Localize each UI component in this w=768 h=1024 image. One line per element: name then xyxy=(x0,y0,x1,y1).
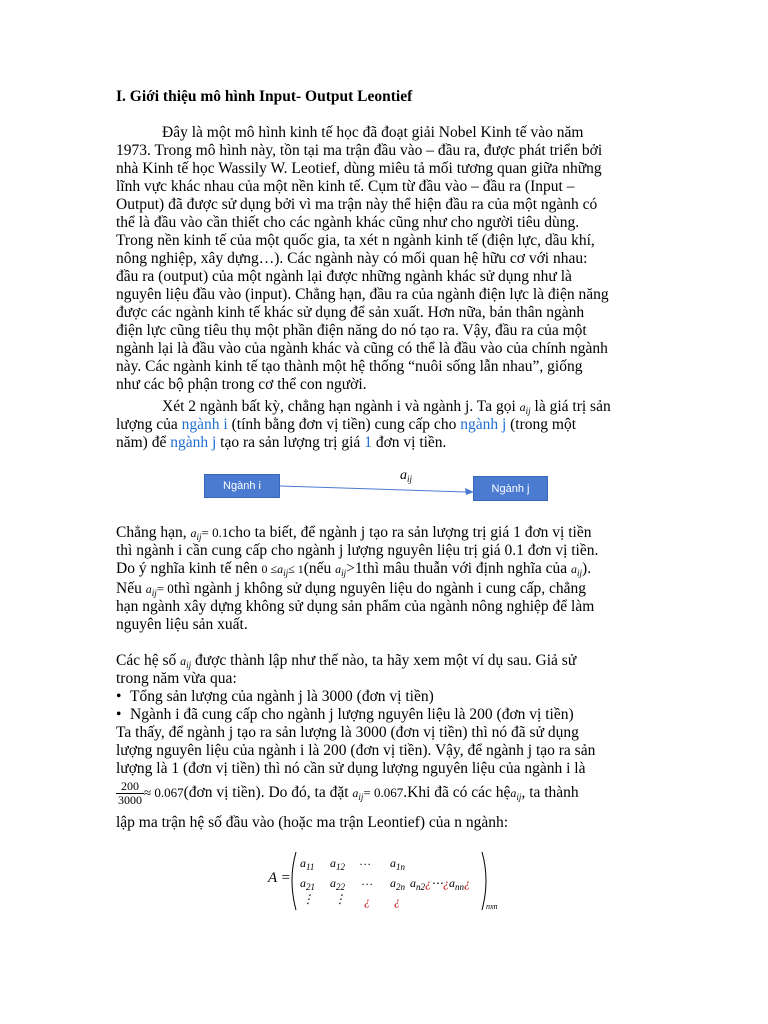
paragraph-line: năm) để ngành j tạo ra sản lượng trị giá 1 đơn vị tiền. xyxy=(116,434,447,451)
paragraph-line: Output) đã được sử dụng bởi vì ma trận này thể hiện đầu ra của một ngành có xyxy=(116,196,598,213)
paragraph-line: lượng của ngành i (tính bằng đơn vị tiền) cung cấp cho ngành j (trong một xyxy=(116,416,577,433)
paragraph-line: thể là đầu vào cần thiết cho các ngành khác cũng như cho người tiêu dùng. xyxy=(116,214,580,231)
bullet-item: • Tổng sản lượng của ngành j là 3000 (đơn vị tiền) xyxy=(116,688,434,705)
bullet-icon: • xyxy=(116,706,122,723)
paragraph-line: Xét 2 ngành bất kỳ, chẳng hạn ngành i và ngành j. Ta gọi $a_{ij}$ là giá trị sản xyxy=(162,398,611,416)
bullet-icon: • xyxy=(116,688,122,705)
term-one: 1 xyxy=(364,434,372,451)
paragraph-line: trong năm vừa qua: xyxy=(116,670,237,687)
paragraph-line: như các bộ phận trong cơ thể con người. xyxy=(116,376,367,393)
paragraph-line: nông nghiệp, xây dựng…). Các ngành này có mối quan hệ hữu cơ với nhau: xyxy=(116,250,588,267)
section-title: I. Giới thiệu mô hình Input- Output Leontief xyxy=(116,88,413,105)
paragraph-line: Nếu $a_{ij}=$ 0thì ngành j không sử dụng nguyên liệu do ngành i cung cấp, chẳng xyxy=(116,580,587,598)
arrow-icon xyxy=(280,480,476,496)
box-nganh-j: Ngành j xyxy=(473,476,548,501)
term-nganh-j: ngành j xyxy=(170,434,217,451)
fraction: $\frac{200}{3000}$ xyxy=(118,779,142,807)
paragraph-line: điện lực cũng tiêu thụ một phần điện năng do nó tạo ra. Vậy, đầu ra của một xyxy=(116,322,587,339)
paragraph-line: Các hệ số $a_{ij}$ được thành lập như thế nào, ta hãy xem một ví dụ sau. Giả sử xyxy=(116,652,577,670)
paragraph-line: hạn ngành xây dựng không sử dụng sản phẩm của ngành nông nghiệp để làm xyxy=(116,598,595,615)
paragraph-line: Đây là một mô hình kinh tế học đã đoạt giải Nobel Kinh tế vào năm xyxy=(162,124,584,141)
paragraph-line: ngành lại là đầu vào của ngành khác và cũng có thể là đầu vào của chính ngành xyxy=(116,340,608,357)
paragraph-line: này. Các ngành kinh tế tạo thành một hệ thống “nuôi sống lẫn nhau”, giống xyxy=(116,358,583,375)
paragraph-line: lĩnh vực khác nhau của một nền kinh tế. Cụm từ đầu vào – đầu ra (Input – xyxy=(116,178,575,195)
term-nganh-i: ngành i xyxy=(181,416,228,433)
document-page: I. Giới thiệu mô hình Input- Output Leontief Đây là một mô hình kinh tế học đã đoạt giải Nobel Kinh tế vào năm 1973. Trong mô hình này, tồn tại ma trận đầu vào – đầu ra, được phát triển bởi nhà Kinh tế học Wassily W. Leotief, dùng miêu tả mối tương quan giữa những lĩnh vực khác nhau của một nền kinh tế. Cụm từ đầu vào – đầu ra (Input – Output) đã được sử dụng bởi vì ma trận này thể hiện đầu ra của một ngành có thể là đầu vào cần thiết cho các ngành khác cũng như cho người tiêu dùng. Trong nền kinh tế của một quốc gia, ta xét n ngành kinh tế (điện lực, dầu khí, nông nghiệp, xây dựng…). Các ngành này có mối quan hệ hữu cơ với nhau: đầu ra (output) của một ngành lại được những ngành khác sử dụng như là nguyên liệu đầu vào (input). Chẳng hạn, đầu ra của ngành điện lực là điện năng được các ngành kinh tế khác sử dụng để sản xuất. Hơn nữa, bản thân ngành điện lực cũng tiêu thụ một phần điện năng do nó tạo ra. Vậy, đầu ra của một ngành lại là đầu vào của ngành khác và cũng có thể là đầu vào của chính ngành này. Các ngành kinh tế tạo thành một hệ thống “nuôi sống lẫn nhau”, giống như các bộ phận trong cơ thể con người. Xét 2 ngành bất kỳ, chẳng hạn ngành i và ngành j. Ta gọi $a_{ij}$ là giá trị sản lượng của ngành i (tính bằng đơn vị tiền) cung cấp cho ngành j (trong một năm) để ngành j tạo ra sản lượng trị giá 1 đơn vị tiền. Ngành i Ngành j $a_{ij}$ Chẳng hạn, $a_{ij}= 0.1cho$ ta biết, để ngành j tạo ra sản lượng trị giá 1 đơn vị tiền thì ngành i cần cung cấp cho ngành j lượng nguyên liệu trị giá 0.1 đơn vị tiền. Do ý nghĩa kinh tế nên $0 \le a_{ij}\le$ 1(nếu $a_{ij}>1thì$ mâu thuẫn với định nghĩa của $a_{ij}$). Nếu $a_{ij}=$ 0thì ngành j không sử dụng nguyên liệu do ngành i cung cấp, chẳng hạn ngành xây dựng không sử dụng sản phẩm của ngành nông nghiệp để làm nguyên liệu sản xuất. Các hệ số $a_{ij}$ được thành lập như thế nào, ta hãy xem một ví dụ sau. Giả sử trong năm vừa qua: • Tổng sản lượng của ngành j là 3000 (đơn vị tiền) • Ngành i đã cung cấp cho ngành j lượng nguyên liệu là 200 (đơn vị tiền) Ta thấy, để ngành j tạo ra sản lượng là 3000 (đơn vị tiền) thì nó đã sử dụng lượng nguyên liệu của ngành i là 200 (đơn vị tiền). Vậy, để ngành j tạo ra sản lượng là 1 (đơn vị tiền) thì nó cần sử dụng lượng nguyên liệu của ngành i là $\frac{200}{3000}$ ≈ 0.067(đơn vị tiền). Do đó, ta đặt $a_{ij}= 0.067.Khi$ đã có các hệa$_{ij}$, ta thành lập ma trận hệ số đầu vào (hoặc ma trận Leontief) của n ngành: A = $a_{11}$ $a_{12}$ … $a_{1n}$ $a_{21}$ $a_{22}$ … $a_{2n}$ $a_{n2}¿\cdots¿a_{nn}¿$ ⋮ ⋮ ¿ ¿ nxn xyxy=(116,88,611,911)
paragraph-line: thì ngành i cần cung cấp cho ngành j lượng nguyên liệu trị giá 0.1 đơn vị tiền. xyxy=(116,542,599,559)
paragraph-line: Do ý nghĩa kinh tế nên $0 \le a_{ij}\le$ 1(nếu $a_{ij}>1thì$ mâu thuẫn với định nghĩa của $a_{ij}$). xyxy=(116,560,592,578)
paragraph-line: Ta thấy, để ngành j tạo ra sản lượng là 3000 (đơn vị tiền) thì nó đã sử dụng xyxy=(116,724,579,741)
paragraph-line: đầu ra (output) của một ngành lại được những ngành khác sử dụng như là xyxy=(116,268,572,285)
paragraph-line: nhà Kinh tế học Wassily W. Leotief, dùng miêu tả mối tương quan giữa những xyxy=(116,160,602,177)
term-nganh-j: ngành j xyxy=(460,416,507,433)
matrix-subscript: nxn xyxy=(486,902,498,911)
paragraph-line: lượng nguyên liệu của ngành i là 200 (đơn vị tiền). Vậy, để ngành j tạo ra sản xyxy=(116,742,596,759)
paragraph-line: lượng là 1 (đơn vị tiền) thì nó cần sử dụng lượng nguyên liệu của ngành i là xyxy=(116,760,586,777)
paragraph-line: Chẳng hạn, $a_{ij}= 0.1cho$ ta biết, để ngành j tạo ra sản lượng trị giá 1 đơn vị tiền xyxy=(116,524,592,542)
paragraph-line: $\frac{200}{3000}$ ≈ 0.067(đơn vị tiền). Do đó, ta đặt $a_{ij}= 0.067.Khi$ đã có các hệa$_{ij}$, ta thành xyxy=(118,779,579,807)
arrow-label: $a_{ij}$ xyxy=(400,468,413,484)
paragraph-line: nguyên liệu sản xuất. xyxy=(116,616,248,633)
bullet-item: • Ngành i đã cung cấp cho ngành j lượng nguyên liệu là 200 (đơn vị tiền) xyxy=(116,706,574,723)
paragraph-line: nguyên liệu đầu vào (input). Chẳng hạn, đầu ra của ngành điện lực là điện năng xyxy=(116,286,609,303)
box-nganh-i: Ngành i xyxy=(204,474,280,498)
math-aij: $a_{ij}$ xyxy=(519,400,531,416)
paragraph-line: được các ngành kinh tế khác sử dụng để sản xuất. Hơn nữa, bản thân ngành xyxy=(116,304,585,321)
paragraph-line: 1973. Trong mô hình này, tồn tại ma trận đầu vào – đầu ra, được phát triển bởi xyxy=(116,142,603,159)
paragraph-line: lập ma trận hệ số đầu vào (hoặc ma trận Leontief) của n ngành: xyxy=(116,814,509,831)
paragraph-line: Trong nền kinh tế của một quốc gia, ta xét n ngành kinh tế (điện lực, dầu khí, xyxy=(116,232,595,249)
